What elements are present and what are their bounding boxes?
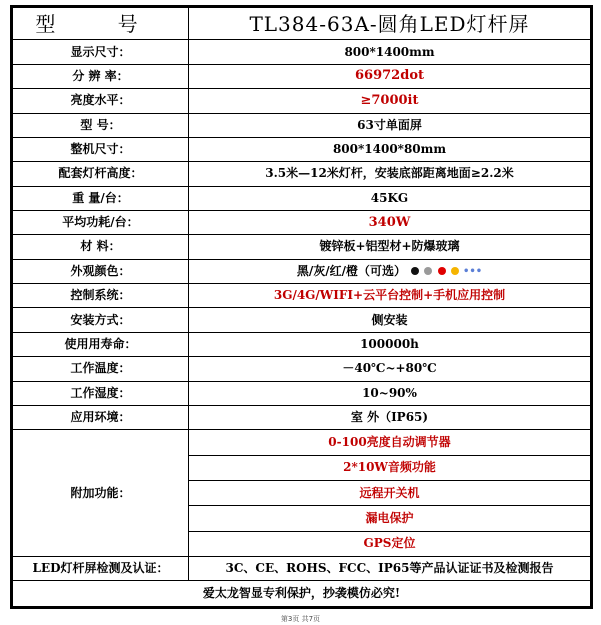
color-swatch-black-icon — [411, 267, 419, 275]
certification-row — [13, 557, 591, 581]
feature-item: 远程开关机 — [189, 480, 591, 505]
spec-value: 45KG — [189, 186, 591, 210]
more-colors-ellipsis: ••• — [462, 265, 483, 277]
certification-value: 3C、CE、ROHS、FCC、IP65等产品认证证书及检测报告 — [189, 557, 591, 581]
spec-value: 800*1400*80mm — [189, 137, 591, 161]
feature-row — [13, 430, 591, 455]
spec-value: 100000h — [189, 332, 591, 356]
spec-label: 显示尺寸： — [13, 40, 189, 64]
features-label: 附加功能： — [13, 430, 189, 557]
spec-label: 配套灯杆高度： — [13, 162, 189, 186]
spec-row-display-size — [13, 40, 591, 64]
spec-label: 使用用寿命： — [13, 332, 189, 356]
certification-label: LED灯杆屏检测及认证： — [13, 557, 189, 581]
spec-row-lifespan — [13, 332, 591, 356]
spec-label: 外观颜色： — [13, 259, 189, 283]
spec-row-overall-size — [13, 137, 591, 161]
spec-label: 型 号： — [13, 113, 189, 137]
spec-value: －40℃~+80℃ — [189, 357, 591, 381]
spec-label: 整机尺寸： — [13, 137, 189, 161]
spec-value-color — [189, 259, 591, 283]
page-number: 第3页 共7页 — [280, 615, 321, 623]
spec-row-humidity — [13, 381, 591, 405]
feature-item: GPS定位 — [189, 531, 591, 556]
spec-label: 材 料： — [13, 235, 189, 259]
spec-row-control-system — [13, 284, 591, 308]
spec-value: 镀锌板+铝型材+防爆玻璃 — [189, 235, 591, 259]
color-swatch-orange-icon — [451, 267, 459, 275]
spec-sheet — [10, 5, 593, 609]
spec-value: 800*1400mm — [189, 40, 591, 64]
color-options-text: 黑/灰/红/橙（可选） — [296, 263, 407, 278]
header-row — [13, 8, 591, 40]
spec-value: 3.5米—12米灯杆，安装底部距离地面≥2.2米 — [189, 162, 591, 186]
feature-item: 漏电保护 — [189, 506, 591, 531]
header-model-title: TL384-63A-圆角LED灯杆屏 — [189, 8, 591, 40]
spec-label: 分 辨 率： — [13, 64, 189, 88]
spec-row-resolution — [13, 64, 591, 88]
spec-label: 工作温度： — [13, 357, 189, 381]
spec-label: 平均功耗/台： — [13, 211, 189, 235]
spec-label: 工作湿度： — [13, 381, 189, 405]
spec-table — [12, 7, 591, 607]
spec-row-material — [13, 235, 591, 259]
spec-label: 应用环境： — [13, 405, 189, 429]
color-swatch-red-icon — [438, 267, 446, 275]
spec-row-model — [13, 113, 591, 137]
spec-label: 安装方式： — [13, 308, 189, 332]
spec-row-environment — [13, 405, 591, 429]
spec-row-pole-height — [13, 162, 591, 186]
spec-value: 340W — [189, 211, 591, 235]
spec-row-installation — [13, 308, 591, 332]
spec-value: 室 外（IP65) — [189, 405, 591, 429]
spec-value: ≥7000it — [189, 89, 591, 113]
spec-value: 66972dot — [189, 64, 591, 88]
feature-item: 0-100亮度自动调节器 — [189, 430, 591, 455]
spec-row-weight — [13, 186, 591, 210]
feature-item: 2*10W音频功能 — [189, 455, 591, 480]
spec-row-power — [13, 211, 591, 235]
spec-label: 控制系统： — [13, 284, 189, 308]
spec-label: 重 量/台： — [13, 186, 189, 210]
color-swatch-gray-icon — [424, 267, 432, 275]
spec-label: 亮度水平： — [13, 89, 189, 113]
footer-row — [13, 581, 591, 607]
spec-row-brightness — [13, 89, 591, 113]
spec-value: 63寸单面屏 — [189, 113, 591, 137]
spec-row-temperature — [13, 357, 591, 381]
spec-value: 3G/4G/WIFI+云平台控制+手机应用控制 — [189, 284, 591, 308]
footer-note: 爱太龙智显专利保护，抄袭模仿必究! — [13, 581, 591, 607]
spec-value: 侧安装 — [189, 308, 591, 332]
header-label: 型 号 — [13, 8, 189, 40]
spec-row-color — [13, 259, 591, 283]
spec-value: 10~90% — [189, 381, 591, 405]
